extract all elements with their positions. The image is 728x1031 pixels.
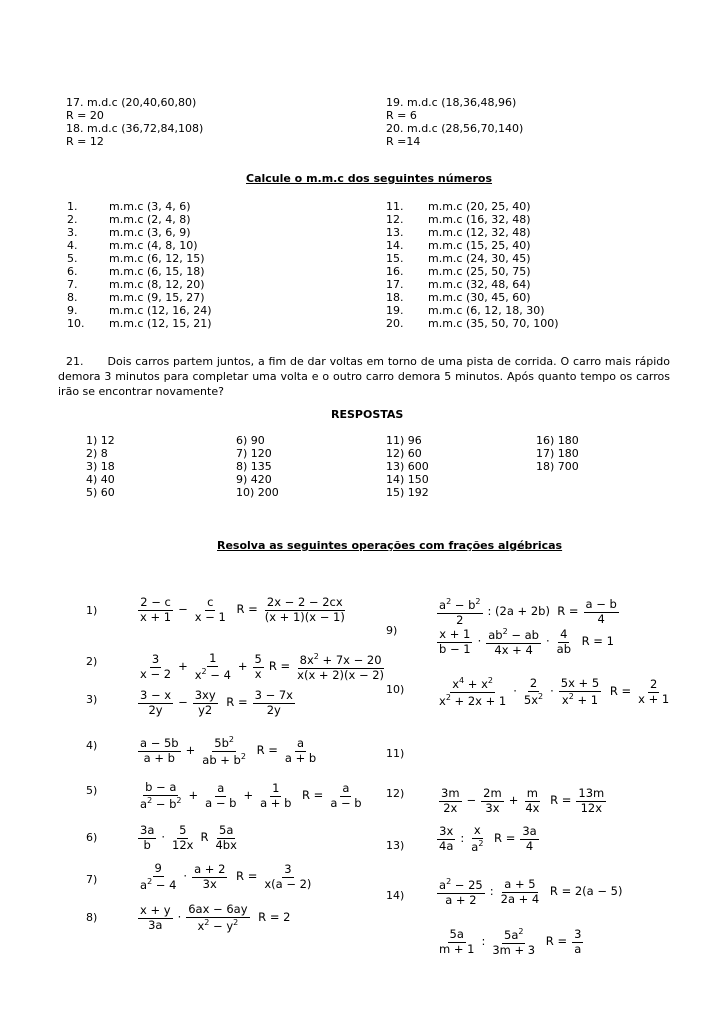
list-item: m.m.c (12, 32, 48) <box>428 226 531 239</box>
list-item: m.m.c (6, 15, 18) <box>109 265 205 278</box>
formula-7: 9 $a^2 - 4$ · a + 2 3x R = $\frac{3}{x(a - 2)}$ <box>140 861 312 892</box>
list-item-num: 7. <box>67 278 78 291</box>
list-item: m.m.c (4, 8, 10) <box>109 239 198 252</box>
list-item-num: 1. <box>67 200 78 213</box>
formula-5: b − a $a^2 - b^2$ + $\frac{a}{a - b}$ + $\frac{1}{a + b}$ R = $\frac{a}{a - b}$ <box>140 780 362 811</box>
list-item: m.m.c (8, 12, 20) <box>109 278 205 291</box>
mdc-line: R = 12 <box>66 135 104 148</box>
exercise-label: 7) <box>86 873 98 886</box>
mdc-line: 20. m.d.c (28,56,70,140) <box>386 122 524 135</box>
list-item-num: 3. <box>67 226 78 239</box>
formula-9b: x + 1 b − 1 · $ab^2$ − ab 4x + 4 · 4 ab R = 1 <box>439 627 614 657</box>
list-item-num: 12. <box>386 213 404 226</box>
list-item: m.m.c (30, 45, 60) <box>428 291 531 304</box>
problem-text: Dois carros partem juntos, a fim de dar voltas em torno de uma pista de corrida. O carro mais rápido demora 3 minutos para completar uma volta e o outro carro demora 5 minutos. Após quanto tempo os carros irão se encontrar novamente? <box>58 355 670 398</box>
mdc-line: 18. m.d.c (36,72,84,108) <box>66 122 204 135</box>
formula-10: $x^4 + x^2$ $x^2 + 2x + 1$ · 2 $5x^2$ · 5x + 5 $x^2 + 1$ R = $\frac{2}{x + 1}$ <box>439 676 670 708</box>
formula-4: a − 5b a + b + $\frac{5b^2}{ab + b^2}$ R = $\frac{a}{a + b}$ <box>140 735 317 767</box>
exercise-label: 12) <box>386 787 405 800</box>
exercise-label: 13) <box>386 839 405 852</box>
list-item: m.m.c (2, 4, 8) <box>109 213 191 226</box>
exercise-label: 11) <box>386 747 405 760</box>
list-item: m.m.c (9, 15, 27) <box>109 291 205 304</box>
list-item: m.m.c (12, 15, 21) <box>109 317 212 330</box>
mmc-title: Calcule o m.m.c dos seguintes números <box>246 172 493 185</box>
answer: 1) 12 <box>86 434 115 447</box>
list-item-num: 19. <box>386 304 404 317</box>
mdc-line: 17. m.d.c (20,40,60,80) <box>66 96 197 109</box>
formula-2: 3 x − 2 + $\frac{1}{x^2 - 4}$ + $\frac{5}{x}$ R = $\frac{8x^2 + 7x - 20}{x(x + 2)(x - 2)}$ <box>140 651 385 682</box>
exercise-label: 2) <box>86 655 98 668</box>
list-item-num: 10. <box>67 317 85 330</box>
mdc-line: 19. m.d.c (18,36,48,96) <box>386 96 517 109</box>
formula-9a: $a^2 - b^2$ 2 : (2a + 2b) R = $\frac{a - b}{4}$ <box>439 597 617 627</box>
formula-13: 3x 4a : x $a^2$ R = $\frac{3a}{4}$ <box>439 823 537 854</box>
exercise-label: 9) <box>386 624 398 637</box>
answer: 6) 90 <box>236 434 265 447</box>
answer: 9) 420 <box>236 473 272 486</box>
mdc-line: R =14 <box>386 135 421 148</box>
answer: 2) 8 <box>86 447 108 460</box>
list-item: m.m.c (32, 48, 64) <box>428 278 531 291</box>
answer: 11) 96 <box>386 434 422 447</box>
list-item-num: 6. <box>67 265 78 278</box>
exercise-label: 4) <box>86 739 98 752</box>
answer: 8) 135 <box>236 460 272 473</box>
formula-14b: 5a m + 1 : $5a^2$ 3m + 3 R = $\frac{3}{a}$ <box>439 927 582 957</box>
mdc-line: R = 20 <box>66 109 104 122</box>
exercise-label: 5) <box>86 784 98 797</box>
answers-title: RESPOSTAS <box>331 408 404 421</box>
problem-number: 21. <box>66 355 84 368</box>
exercise-label: 3) <box>86 693 98 706</box>
answer: 15) 192 <box>386 486 429 499</box>
list-item: m.m.c (12, 16, 24) <box>109 304 212 317</box>
list-item-num: 4. <box>67 239 78 252</box>
list-item: m.m.c (24, 30, 45) <box>428 252 531 265</box>
answer: 13) 600 <box>386 460 429 473</box>
answer: 10) 200 <box>236 486 279 499</box>
list-item-num: 9. <box>67 304 78 317</box>
answer: 17) 180 <box>536 447 579 460</box>
list-item: m.m.c (20, 25, 40) <box>428 200 531 213</box>
exercise-label: 8) <box>86 911 98 924</box>
answer: 14) 150 <box>386 473 429 486</box>
list-item-num: 11. <box>386 200 404 213</box>
formula-3: 3 − x 2y − $\frac{3xy}{y2}$ R = $\frac{3 - 7x}{2y}$ <box>140 688 293 717</box>
formula-6: 3a b · 5 12x R 5a 4bx <box>140 823 237 852</box>
formula-1: 2 − c x + 1 − $\frac{c}{x - 1}$ R = $\frac{2x - 2 - 2cx}{(x + 1)(x - 1)}$ <box>140 595 345 624</box>
formula-8: x + y 3a · 6ax − 6ay $x^2 - y^2$ R = 2 <box>140 902 291 933</box>
list-item: m.m.c (25, 50, 75) <box>428 265 531 278</box>
list-item-num: 16. <box>386 265 404 278</box>
exercise-label: 6) <box>86 831 98 844</box>
list-item: m.m.c (6, 12, 15) <box>109 252 205 265</box>
list-item-num: 14. <box>386 239 404 252</box>
list-item: m.m.c (6, 12, 18, 30) <box>428 304 545 317</box>
list-item-num: 5. <box>67 252 78 265</box>
formula-14a: $a^2 - 25$ a + 2 : a + 5 2a + 4 R = 2(a − 5) <box>439 877 623 907</box>
list-item-num: 17. <box>386 278 404 291</box>
list-item-num: 18. <box>386 291 404 304</box>
answer: 18) 700 <box>536 460 579 473</box>
answer: 3) 18 <box>86 460 115 473</box>
mdc-line: R = 6 <box>386 109 417 122</box>
exercise-label: 14) <box>386 889 405 902</box>
fractions-title: Resolva as seguintes operações com frações algébricas <box>217 539 563 552</box>
list-item-num: 20. <box>386 317 404 330</box>
exercise-label: 10) <box>386 683 405 696</box>
answer: 7) 120 <box>236 447 272 460</box>
list-item: m.m.c (16, 32, 48) <box>428 213 531 226</box>
answer: 5) 60 <box>86 486 115 499</box>
formula-12: 3m 2x − $\frac{2m}{3x}$ + $\frac{m}{4x}$ R = $\frac{13m}{12x}$ <box>441 786 605 815</box>
list-item-num: 2. <box>67 213 78 226</box>
answer: 4) 40 <box>86 473 115 486</box>
list-item: m.m.c (3, 4, 6) <box>109 200 191 213</box>
list-item-num: 15. <box>386 252 404 265</box>
problem-21 <box>58 354 670 399</box>
answer: 16) 180 <box>536 434 579 447</box>
list-item: m.m.c (35, 50, 70, 100) <box>428 317 559 330</box>
list-item: m.m.c (15, 25, 40) <box>428 239 531 252</box>
list-item: m.m.c (3, 6, 9) <box>109 226 191 239</box>
list-item-num: 8. <box>67 291 78 304</box>
list-item-num: 13. <box>386 226 404 239</box>
exercise-label: 1) <box>86 604 98 617</box>
answer: 12) 60 <box>386 447 422 460</box>
